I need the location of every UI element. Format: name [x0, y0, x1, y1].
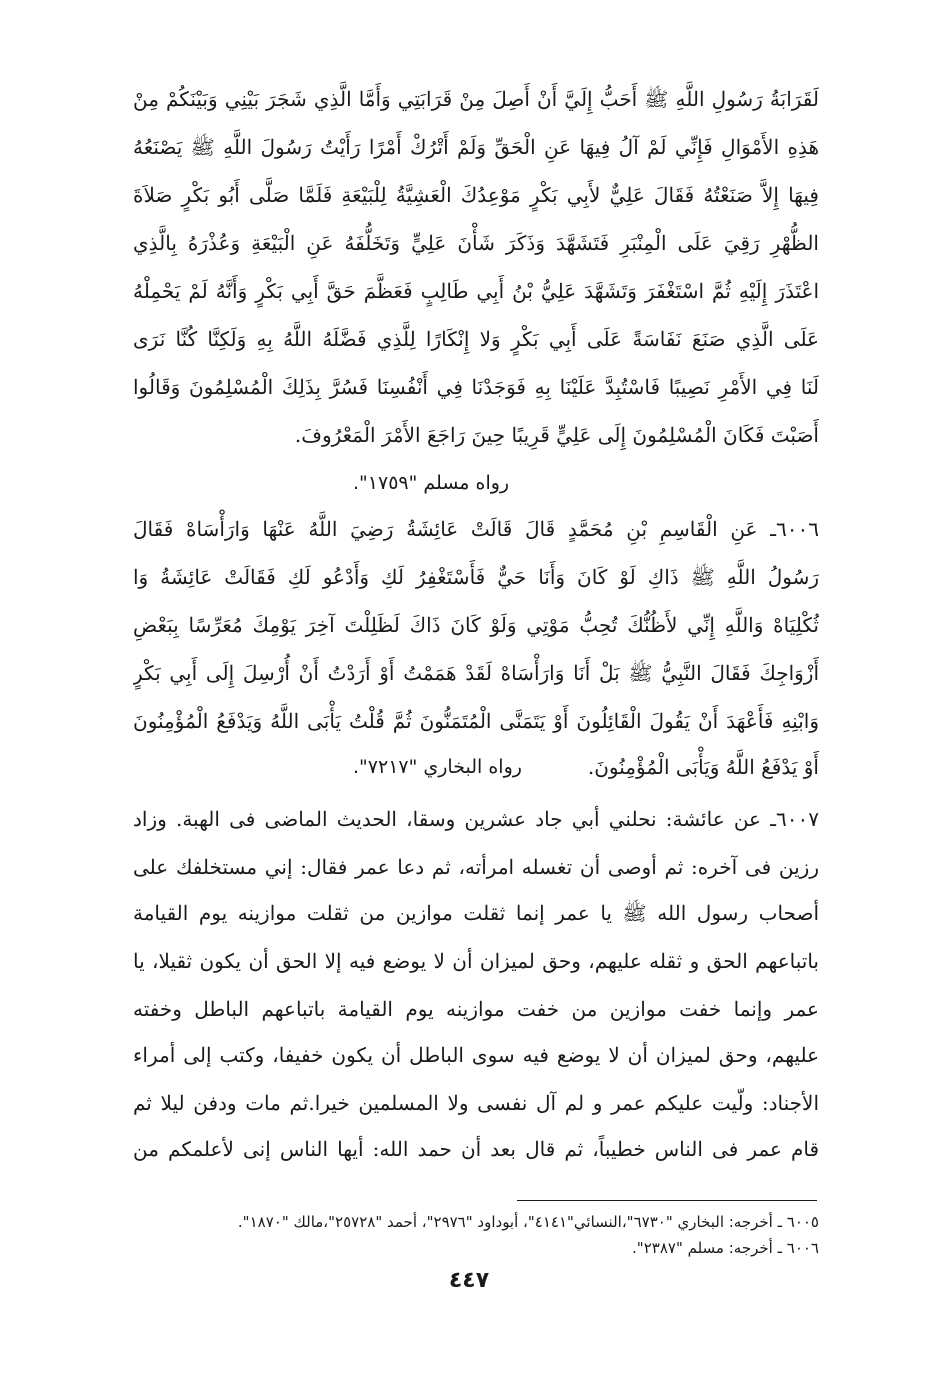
text-line: أَزْوَاجِكَ فَقَالَ النَّبِيُّ ﷺ بَلْ أَنَا وَارَأْسَاهْ لَقَدْ هَمَمْتُ أَوْ أَرَدْتُ أَنْ أُرْسِلَ إِلَى أَبِي بَكْرٍ: [133, 661, 819, 685]
hadith-6007-start: ٦٠٠٧ـ عن عائشة: نحلني أبي جاد عشرين وسقا، الحديث الماضى فى الهبة. وزاد: [133, 807, 819, 831]
text-line-with-reference: [133, 744, 819, 790]
hadith-reference-bukhari: رواه البخاري "٧٢١٧".: [353, 756, 522, 778]
hadith-6006-start: ٦٠٠٦ـ عَنِ الْقَاسِمِ بْنِ مُحَمَّدٍ قَالَ قَالَتْ عَائِشَةُ رَضِيَ اللَّهُ عَنْهَا وَارَأْسَاهْ فَقَالَ: [133, 517, 819, 541]
footnote-6005: ٦٠٠٥ ـ أخرجه: البخاري "٦٧٣٠"،النسائي"٤١٤١"، أبوداود "٢٩٧٦"، أحمد "٢٥٧٢٨"،مالك "١٨٧٠".: [237, 1213, 819, 1231]
text-line: رَسُولُ اللَّهِ ﷺ ذَاكِ لَوْ كَانَ وَأَنَا حَيٌّ فَأَسْتَغْفِرُ لَكِ وَأَدْعُو لَكِ فَقَالَتْ عَائِشَةُ وَا: [133, 565, 819, 589]
text-line: وَابْنِهِ فَأَعْهَدَ أَنْ يَقُولَ الْقَائِلُونَ أَوْ يَتَمَنَّى الْمُتَمَنُّونَ ثُمَّ قُلْتُ يَأْبَى اللَّهُ وَيَدْفَعُ الْمُؤْمِنُونَ: [133, 709, 819, 733]
text-line: أَوْ يَدْفَعُ اللَّهُ وَيَأْبَى الْمُؤْمِنُونَ.: [587, 755, 819, 779]
text-line: أَصَبْتَ فَكَانَ الْمُسْلِمُونَ إِلَى عَلِيٍّ قَرِيبًا حِينَ رَاجَعَ الأَمْرَ الْمَعْرُوفَ.: [294, 423, 819, 447]
footnote-6006: ٦٠٠٦ ـ أخرجه: مسلم "٢٣٨٧".: [632, 1239, 819, 1257]
footnote-divider: [517, 1200, 817, 1201]
text-line: أصحاب رسول الله ﷺ يا عمر إنما ثقلت موازين من ثقلت موازينه يوم القيامة: [133, 901, 819, 925]
text-line: اعْتَذَرَ إِلَيْهِ ثُمَّ اسْتَغْفَرَ وَتَشَهَّدَ عَلِيُّ بْنُ أَبِي طَالِبٍ فَعَظَّمَ حَقَّ أَبِي بَكْرٍ وَأَنَّهُ لَمْ يَحْمِلْهُ: [133, 279, 819, 303]
text-line: عمر وإنما خفت موازين من خفت موازينه يوم القيامة باتباعهم الباطل وخفته: [133, 997, 819, 1021]
hadith-reference-muslim: رواه مسلم "١٧٥٩".: [353, 472, 510, 494]
text-line: رزين فى آخره: ثم أوصى أن تغسله امرأته، ثم دعا عمر فقال: إني مستخلفك على: [133, 855, 819, 879]
text-line: باتباعهم الحق و ثقله عليهم، وحق لميزان أن لا يوضع فيه إلا الحق أن يكون ثقيلا، يا: [133, 949, 819, 973]
page-number: ٤٤٧: [448, 1268, 490, 1293]
text-line: لَنَا فِي الأَمْرِ نَصِيبًا فَاسْتُبِدَّ عَلَيْنَا بِهِ فَوَجَدْنَا فِي أَنْفُسِنَا فَسُرَّ بِذَلِكَ الْمُسْلِمُونَ وَقَالُوا: [133, 375, 819, 399]
text-line: عليهم، وحق لميزان أن لا يوضع فيه سوى الباطل أن يكون خفيفا، وكتب إلى أمراء: [133, 1043, 819, 1067]
text-line: هَذِهِ الأَمْوَالِ فَإِنِّي لَمْ آلُ فِيهَا عَنِ الْحَقِّ وَلَمْ أَتْرُكْ أَمْرًا رَأَيْتُ رَسُولَ اللَّهِ ﷺ يَصْنَعُهُ: [133, 135, 819, 159]
text-line: عَلَى الَّذِي صَنَعَ نَفَاسَةً عَلَى أَبِي بَكْرٍ وَلا إِنْكَارًا لِلَّذِي فَضَّلَهُ اللَّهُ بِهِ وَلَكِنَّا كُنَّا نَرَى: [133, 327, 819, 351]
text-line: الظُّهْرِ رَقِيَ عَلَى الْمِنْبَرِ فَتَشَهَّدَ وَذَكَرَ شَأْنَ عَلِيٍّ وَتَخَلُّفَهُ عَنِ الْبَيْعَةِ وَعُذْرَهُ بِالَّذِي: [133, 231, 819, 255]
text-line: قام عمر فى الناس خطيباً، ثم قال بعد أن حمد الله: أيها الناس إنى لأعلمكم من: [133, 1137, 819, 1161]
text-line: لَقَرَابَةُ رَسُولِ اللَّهِ ﷺ أَحَبُّ إِلَيَّ أَنْ أَصِلَ مِنْ قَرَابَتِي وَأَمَّا الَّذِي شَجَرَ بَيْنِي وَبَيْنَكُمْ مِنْ: [133, 87, 819, 111]
text-line: الأجناد: ولّيت عليكم عمر و لم آل نفسى ولا المسلمين خيرا.ثم مات ودفن ليلا ثم: [133, 1091, 819, 1115]
text-line: ثُكْلِيَاهْ وَاللَّهِ إِنِّي لأَظُنُّكَ تُحِبُّ مَوْتِي وَلَوْ كَانَ ذَاكَ لَظَلِلْتَ آخِرَ يَوْمِكَ مُعَرِّسًا بِبَعْضِ: [133, 613, 819, 637]
text-line: فِيهَا إِلاَّ صَنَعْتُهُ فَقَالَ عَلِيٌّ لأَبِي بَكْرٍ مَوْعِدُكَ الْعَشِيَّةُ لِلْبَيْعَةِ فَلَمَّا صَلَّى أَبُو بَكْرٍ صَلاَةَ: [133, 183, 819, 207]
